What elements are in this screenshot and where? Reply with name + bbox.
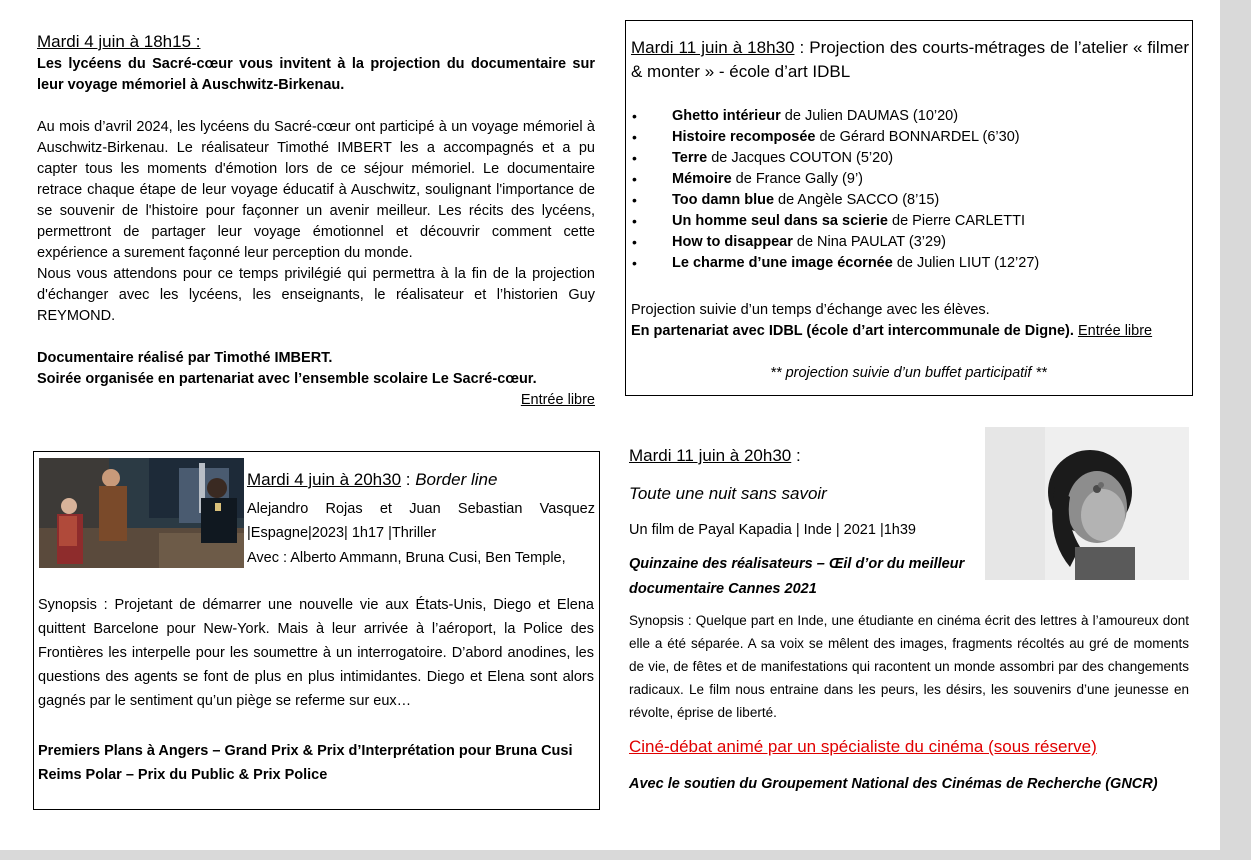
event-3-partner: En partenariat avec IDBL (école d’art intercommunale de Digne). bbox=[631, 323, 1074, 339]
event-2-box bbox=[33, 451, 600, 810]
event-3-after: Projection suivie d’un temps d’échange avec les élèves. bbox=[631, 302, 990, 318]
list-item: • Terre de Jacques COUTON (5’20) bbox=[631, 148, 1186, 169]
event-2-cast: Avec : Alberto Ammann, Bruna Cusi, Ben Temple, bbox=[247, 550, 566, 566]
list-item: • Un homme seul dans sa scierie de Pierre CARLETTI bbox=[631, 211, 1186, 232]
event-3-entry: Entrée libre bbox=[1077, 323, 1153, 339]
event-3-partner-row bbox=[631, 321, 1186, 342]
event-2-award-1: Premiers Plans à Angers – Grand Prix & Prix d’Interprétation pour Bruna Cusi bbox=[38, 743, 573, 759]
event-1-date: Mardi 4 juin à 18h15 : bbox=[37, 32, 201, 51]
event-1-body: Au mois d’avril 2024, les lycéens du Sacré-cœur ont participé à un voyage mémoriel à Auschwitz-Birkenau. Le réalisateur Timothé IMBERT les a accompagnés et a pu capter tous les moments d'émotion lors de ce séjour mémoriel. Le documentaire retrace chaque étape de leur voyage éducatif à Auschwitz, soulignant l'importance de se souvenir de l'histoire pour façonner un avenir meilleur. Les récits des lycéens, permettront de partager leur voyage émotionnel et découvrir comment cette expérience a surement façonné leur perception du monde. bbox=[37, 119, 595, 261]
event-4-film-title: Toute une nuit sans savoir bbox=[629, 484, 827, 503]
event-3-header bbox=[631, 36, 1189, 84]
event-4-debate: Ciné-débat animé par un spécialiste du cinéma (sous réserve) bbox=[629, 737, 1097, 756]
event-2-award-2: Reims Polar – Prix du Public & Prix Police bbox=[38, 767, 328, 783]
event-4-award: Quinzaine des réalisateurs – Œil d’or du meilleur documentaire Cannes 2021 bbox=[629, 556, 965, 597]
event-1-entry-row bbox=[37, 390, 595, 411]
list-item: • How to disappear de Nina PAULAT (3’29) bbox=[631, 232, 1186, 253]
event-3-date: Mardi 11 juin à 18h30 bbox=[631, 38, 795, 57]
event-4-header bbox=[629, 446, 801, 466]
list-item: • Too damn blue de Angèle SACCO (8’15) bbox=[631, 190, 1186, 211]
event-2-date: Mardi 4 juin à 20h30 bbox=[247, 470, 402, 489]
event-1 bbox=[37, 32, 595, 411]
film-list bbox=[631, 106, 1186, 274]
border-line-still-image bbox=[39, 458, 244, 568]
event-3-box bbox=[625, 20, 1193, 396]
event-1-body2: Nous vous attendons pour ce temps privilégié qui permettra à la fin de la projection d'échanger avec les lycéens, les enseignants, le réalisateur et l’historien Guy REYMOND. bbox=[37, 266, 595, 324]
list-item: • Le charme d’une image écornée de Julien LIUT (12’27) bbox=[631, 253, 1186, 274]
event-4-date: Mardi 11 juin à 20h30 bbox=[629, 446, 792, 465]
event-4-synopsis: Synopsis : Quelque part en Inde, une étudiante en cinéma écrit des lettres à l’amoureux dont elle a été séparée. A sa voix se mêlent des images, fragments récoltés au gré de moments de vie, de fêtes et de manifestations qui racontent un monde assombri par des changements radicaux. Le film nous entraine dans les peurs, les désirs, les souvenirs d’une jeunesse en révolte, éprise de liberté. bbox=[629, 613, 1189, 720]
event-4-support: Avec le soutien du Groupement National des Cinémas de Recherche (GNCR) bbox=[629, 776, 1158, 792]
event-3-buffet: ** projection suivie d’un buffet participatif ** bbox=[770, 365, 1047, 381]
list-item: • Ghetto intérieur de Julien DAUMAS (10’20) bbox=[631, 106, 1186, 127]
event-1-entry: Entrée libre bbox=[520, 392, 595, 408]
event-3-title: : Projection des courts-métrages de l’atelier « filmer & monter » - école d’art IDBL bbox=[631, 38, 1189, 81]
event-2-synopsis: Synopsis : Projetant de démarrer une nouvelle vie aux États-Unis, Diego et Elena quittent Barcelone pour New-York. Mais à leur arrivée à l’aéroport, la Police des Frontières les interpelle pour les soumettre à un interrogatoire. D’abord anodines, les questions des agents se font de plus en plus intimidantes. Diego et Elena sont alors gagnés par le sentiment qu’un piège se referme sur eux… bbox=[38, 597, 594, 709]
list-item: • Mémoire de France Gally (9’) bbox=[631, 169, 1186, 190]
event-2-sep: : bbox=[401, 470, 416, 489]
event-1-intro: Les lycéens du Sacré-cœur vous invitent à la projection du documentaire sur leur voyage mémoriel à Auschwitz-Birkenau. bbox=[37, 56, 595, 93]
list-item: • Histoire recomposée de Gérard BONNARDEL (6’30) bbox=[631, 127, 1186, 148]
event-4-info: Un film de Payal Kapadia | Inde | 2021 |1h39 bbox=[629, 522, 916, 538]
film-still-girl-image bbox=[985, 427, 1189, 580]
event-2-directors: Alejandro Rojas et Juan Sebastian Vasquez |Espagne|2023| 1h17 |Thriller bbox=[247, 501, 595, 541]
event-4-sep: : bbox=[791, 446, 801, 465]
event-1-credit-partner: Soirée organisée en partenariat avec l’ensemble scolaire Le Sacré-cœur. bbox=[37, 371, 537, 387]
event-2-header bbox=[247, 470, 595, 490]
event-1-credit-director: Documentaire réalisé par Timothé IMBERT. bbox=[37, 350, 333, 366]
event-2-film-title: Border line bbox=[415, 470, 498, 489]
